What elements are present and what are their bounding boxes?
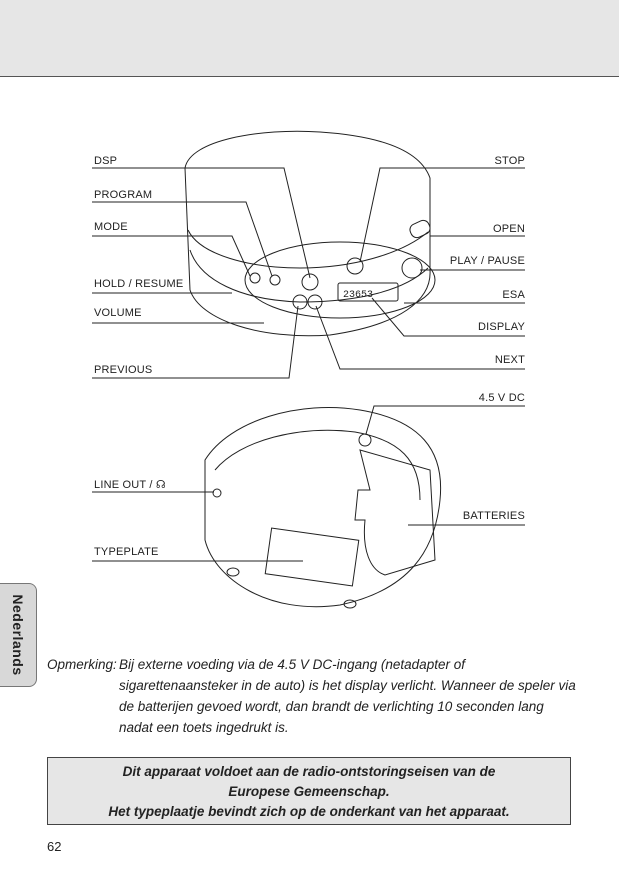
label-typeplate: TYPEPLATE xyxy=(94,546,159,558)
label-play-pause: PLAY / PAUSE xyxy=(449,255,525,267)
label-stop: STOP xyxy=(494,155,525,167)
note-body: Bij externe voeding via de 4.5 V DC-ingang (netadapter of sigarettenaansteker in de auto) is het display verlicht. Wanneer de speler via de batterijen gevoed wordt, dan brandt de verlichting 10 seconden lang nadat een toets ingedrukt is. xyxy=(119,657,576,735)
label-dc: 4.5 V DC xyxy=(478,392,525,404)
notice-line-3: Het typeplaatje bevindt zich op de onderkant van het apparaat. xyxy=(108,804,510,819)
note-heading: Opmerking: xyxy=(47,657,117,672)
compliance-notice xyxy=(47,757,571,825)
label-program: PROGRAM xyxy=(94,189,153,201)
label-dsp: DSP xyxy=(94,155,118,167)
label-esa: ESA xyxy=(502,289,525,301)
language-tab xyxy=(0,583,37,687)
label-display: DISPLAY xyxy=(477,321,525,333)
label-hold-resume: HOLD / RESUME xyxy=(94,278,184,290)
typeplate-area xyxy=(265,528,359,586)
language-tab-label: Nederlands xyxy=(10,594,26,676)
battery-compartment xyxy=(355,450,435,575)
play-pause-button xyxy=(402,258,422,278)
label-batteries: BATTERIES xyxy=(462,510,525,522)
page-number: 62 xyxy=(47,839,62,854)
lcd-readout: 23653 xyxy=(343,290,374,301)
notice-line-2: Europese Gemeenschap. xyxy=(228,784,390,799)
label-open: OPEN xyxy=(493,223,525,235)
player-top-body xyxy=(185,131,430,336)
label-mode: MODE xyxy=(94,221,128,233)
control-panel xyxy=(245,242,435,318)
open-slider xyxy=(408,218,432,239)
player-bottom-body xyxy=(205,407,441,606)
notice-line-1: Dit apparaat voldoet aan de radio-ontstoringseisen van de xyxy=(122,764,496,779)
program-button xyxy=(270,275,280,285)
dc-jack xyxy=(359,434,371,446)
label-volume: VOLUME xyxy=(94,307,142,319)
label-previous: PREVIOUS xyxy=(94,364,153,376)
label-line-out: LINE OUT / ☊ xyxy=(94,479,166,491)
label-next: NEXT xyxy=(494,354,525,366)
mode-button xyxy=(250,273,260,283)
line-out-jack xyxy=(213,489,221,497)
